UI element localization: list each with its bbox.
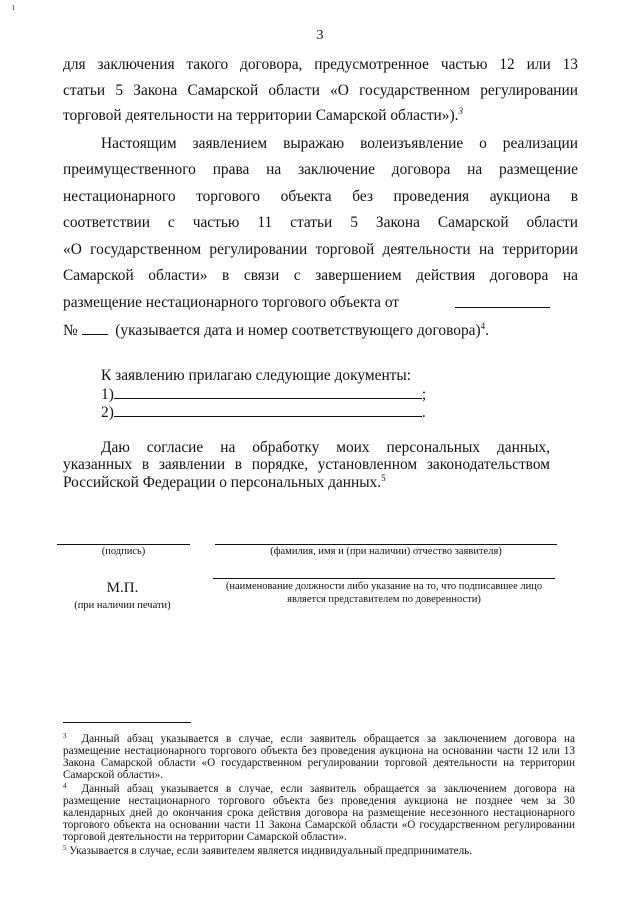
- position-caption: [213, 580, 555, 606]
- position-line[interactable]: [213, 578, 555, 579]
- footnote-line: [63, 783, 575, 795]
- paragraph-line: Самарской области» в связи с завершением действия договора на: [63, 267, 578, 284]
- paragraph-line: [63, 321, 578, 339]
- attachment-end: ;: [421, 386, 427, 403]
- paragraph-line: статьи 5 Закона Самарской области «О государственном регулировании: [63, 82, 578, 99]
- footnote-ref: 5: [381, 473, 386, 483]
- position-caption-line: (наименование должности либо указание на то, что подписавшее лицо: [225, 581, 543, 592]
- footnote-separator: [63, 722, 191, 723]
- paragraph-line: «О государственном регулировании торговой деятельности на территории: [63, 241, 578, 258]
- footnote-line: размещение нестационарного торгового объекта без проведения аукциона на основании части 12 или 13: [63, 745, 575, 757]
- footnote-text: Данный абзац указывается в случае, если заявитель обращается за заключением договора на: [81, 733, 576, 745]
- attachment-label: 1): [101, 386, 114, 403]
- footnote-line: Закона Самарской области «О государственном регулировании торговой деятельности на территории: [63, 757, 575, 769]
- stamp-caption: (при наличии печати): [74, 600, 171, 611]
- contract-hint: (указывается дата и номер соответствующего договора): [115, 322, 481, 339]
- paragraph-line: [63, 474, 578, 491]
- paragraph-line-text: Российской Федерации о персональных данных.: [63, 474, 382, 491]
- paragraph-line: Даю согласие на обработку моих персональных данных,: [101, 439, 550, 456]
- attachment-blank[interactable]: [114, 385, 422, 399]
- applicant-name-caption: (фамилия, имя и (при наличии) отчество заявителя): [270, 546, 502, 557]
- footnote-line: [63, 845, 575, 857]
- number-sign: №: [63, 322, 78, 339]
- footnote-line: Самарской области».: [63, 769, 163, 781]
- paragraph-line: указанных в заявлении в порядке, установленном законодательством: [63, 456, 550, 473]
- contract-number-blank[interactable]: [82, 321, 108, 335]
- footnote-line: торговой деятельности на территории Самарской области».: [63, 831, 347, 843]
- paragraph-line: преимущественного права на заключение договора на размещение: [63, 161, 578, 178]
- footnote: [63, 733, 575, 781]
- footnote: [63, 783, 575, 843]
- footnote-marker: 5: [63, 844, 67, 852]
- footnote: [63, 845, 575, 857]
- footnote-line: торгового объекта на основании части 11 Закона Самарской области «О государственном регулировании: [63, 819, 575, 831]
- footnote-text: Указывается в случае, если заявителем является индивидуальный предприниматель.: [69, 845, 473, 857]
- attachment-end: .: [421, 404, 426, 421]
- paragraph-line: Настоящим заявлением выражаю волеизъявление о реализации: [101, 135, 578, 152]
- attachment-label: 2): [101, 404, 114, 421]
- attachments-title: К заявлению прилагаю следующие документы:: [101, 367, 412, 384]
- footnote-line: [63, 733, 575, 745]
- footnote-line: размещение нестационарного торгового объекта без проведения аукциона не позднее чем за 30: [63, 795, 575, 807]
- position-caption-line: является представителем по доверенности): [287, 594, 481, 605]
- attachment-item: [101, 403, 426, 421]
- paragraph-line: нестационарного торгового объекта без проведения аукциона в: [63, 188, 578, 205]
- attachment-item: [101, 385, 426, 403]
- paragraph-line: для заключения такого договора, предусмотренное частью 12 или 13: [63, 56, 578, 73]
- footnote-line: календарных дней до окончания срока действия договора на размещение несезонного нестационарного: [63, 807, 575, 819]
- stamp-label: М.П.: [106, 580, 139, 596]
- footnote-marker: 4: [63, 782, 67, 790]
- paragraph-line-text: торговой деятельности на территории Самарской области»).: [63, 107, 459, 124]
- signature-caption: (подпись): [101, 546, 146, 557]
- attachment-blank[interactable]: [114, 403, 422, 417]
- corner-mark: ı: [12, 2, 15, 13]
- footnote-marker: 3: [63, 732, 67, 740]
- page-number: 3: [316, 28, 324, 43]
- footnote-ref: 4: [480, 321, 486, 331]
- footnote-ref: 3: [458, 106, 463, 116]
- contract-date-blank[interactable]: [455, 294, 550, 308]
- paragraph-line: [63, 107, 578, 124]
- paragraph-line: размещение нестационарного торгового объекта от: [63, 294, 400, 311]
- line-end: .: [485, 322, 489, 339]
- paragraph-line: соответствии с частью 11 статьи 5 Закона Самарской области: [63, 214, 578, 231]
- footnote-text: Данный абзац указывается в случае, если заявитель обращается за заключением договора на: [81, 783, 576, 795]
